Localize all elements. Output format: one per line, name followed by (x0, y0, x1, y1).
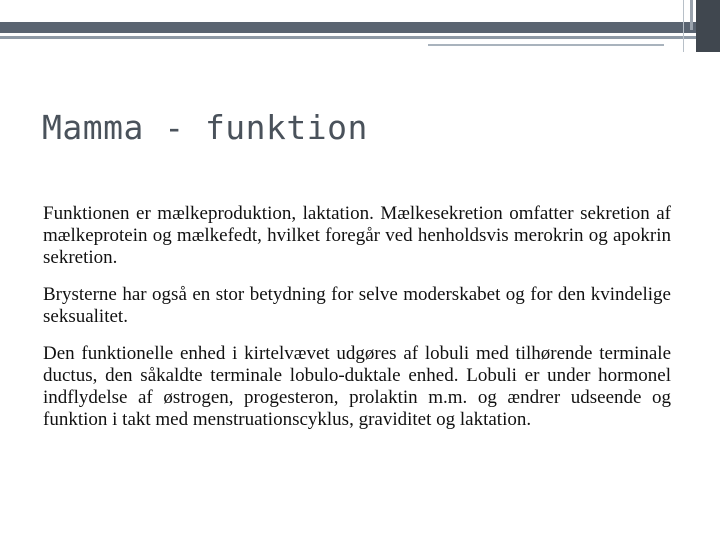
corner-divider (683, 0, 684, 52)
slide-body (43, 203, 671, 446)
paragraph-function: Funktionen er mælkeproduktion, laktation. Mælkesekretion omfatter sekretion af mælkeprotein og mælkefedt, hvilket foregår ved henholdsvis merokrin og apokrin sekretion. (43, 203, 671, 268)
corner-block (696, 0, 720, 52)
header-stripe (0, 22, 696, 33)
paragraph-significance: Brysterne har også en stor betydning for selve moderskabet og for den kvindelige seksualitet. (43, 284, 671, 327)
slide-title: Mamma - funktion (42, 108, 368, 147)
header-thin-stripe (0, 36, 700, 39)
header-accent-line (428, 44, 664, 46)
paragraph-functional-unit: Den funktionelle enhed i kirtelvævet udgøres af lobuli med tilhørende terminale ductus, den såkaldte terminale lobulo-duktale enhed. Lobuli er under hormonel indflydelse af østrogen, progesteron, prolaktin m.m. og ændrer udseende og funktion i takt med menstruationscyklus, graviditet og laktation. (43, 343, 671, 430)
corner-accent (690, 0, 693, 30)
